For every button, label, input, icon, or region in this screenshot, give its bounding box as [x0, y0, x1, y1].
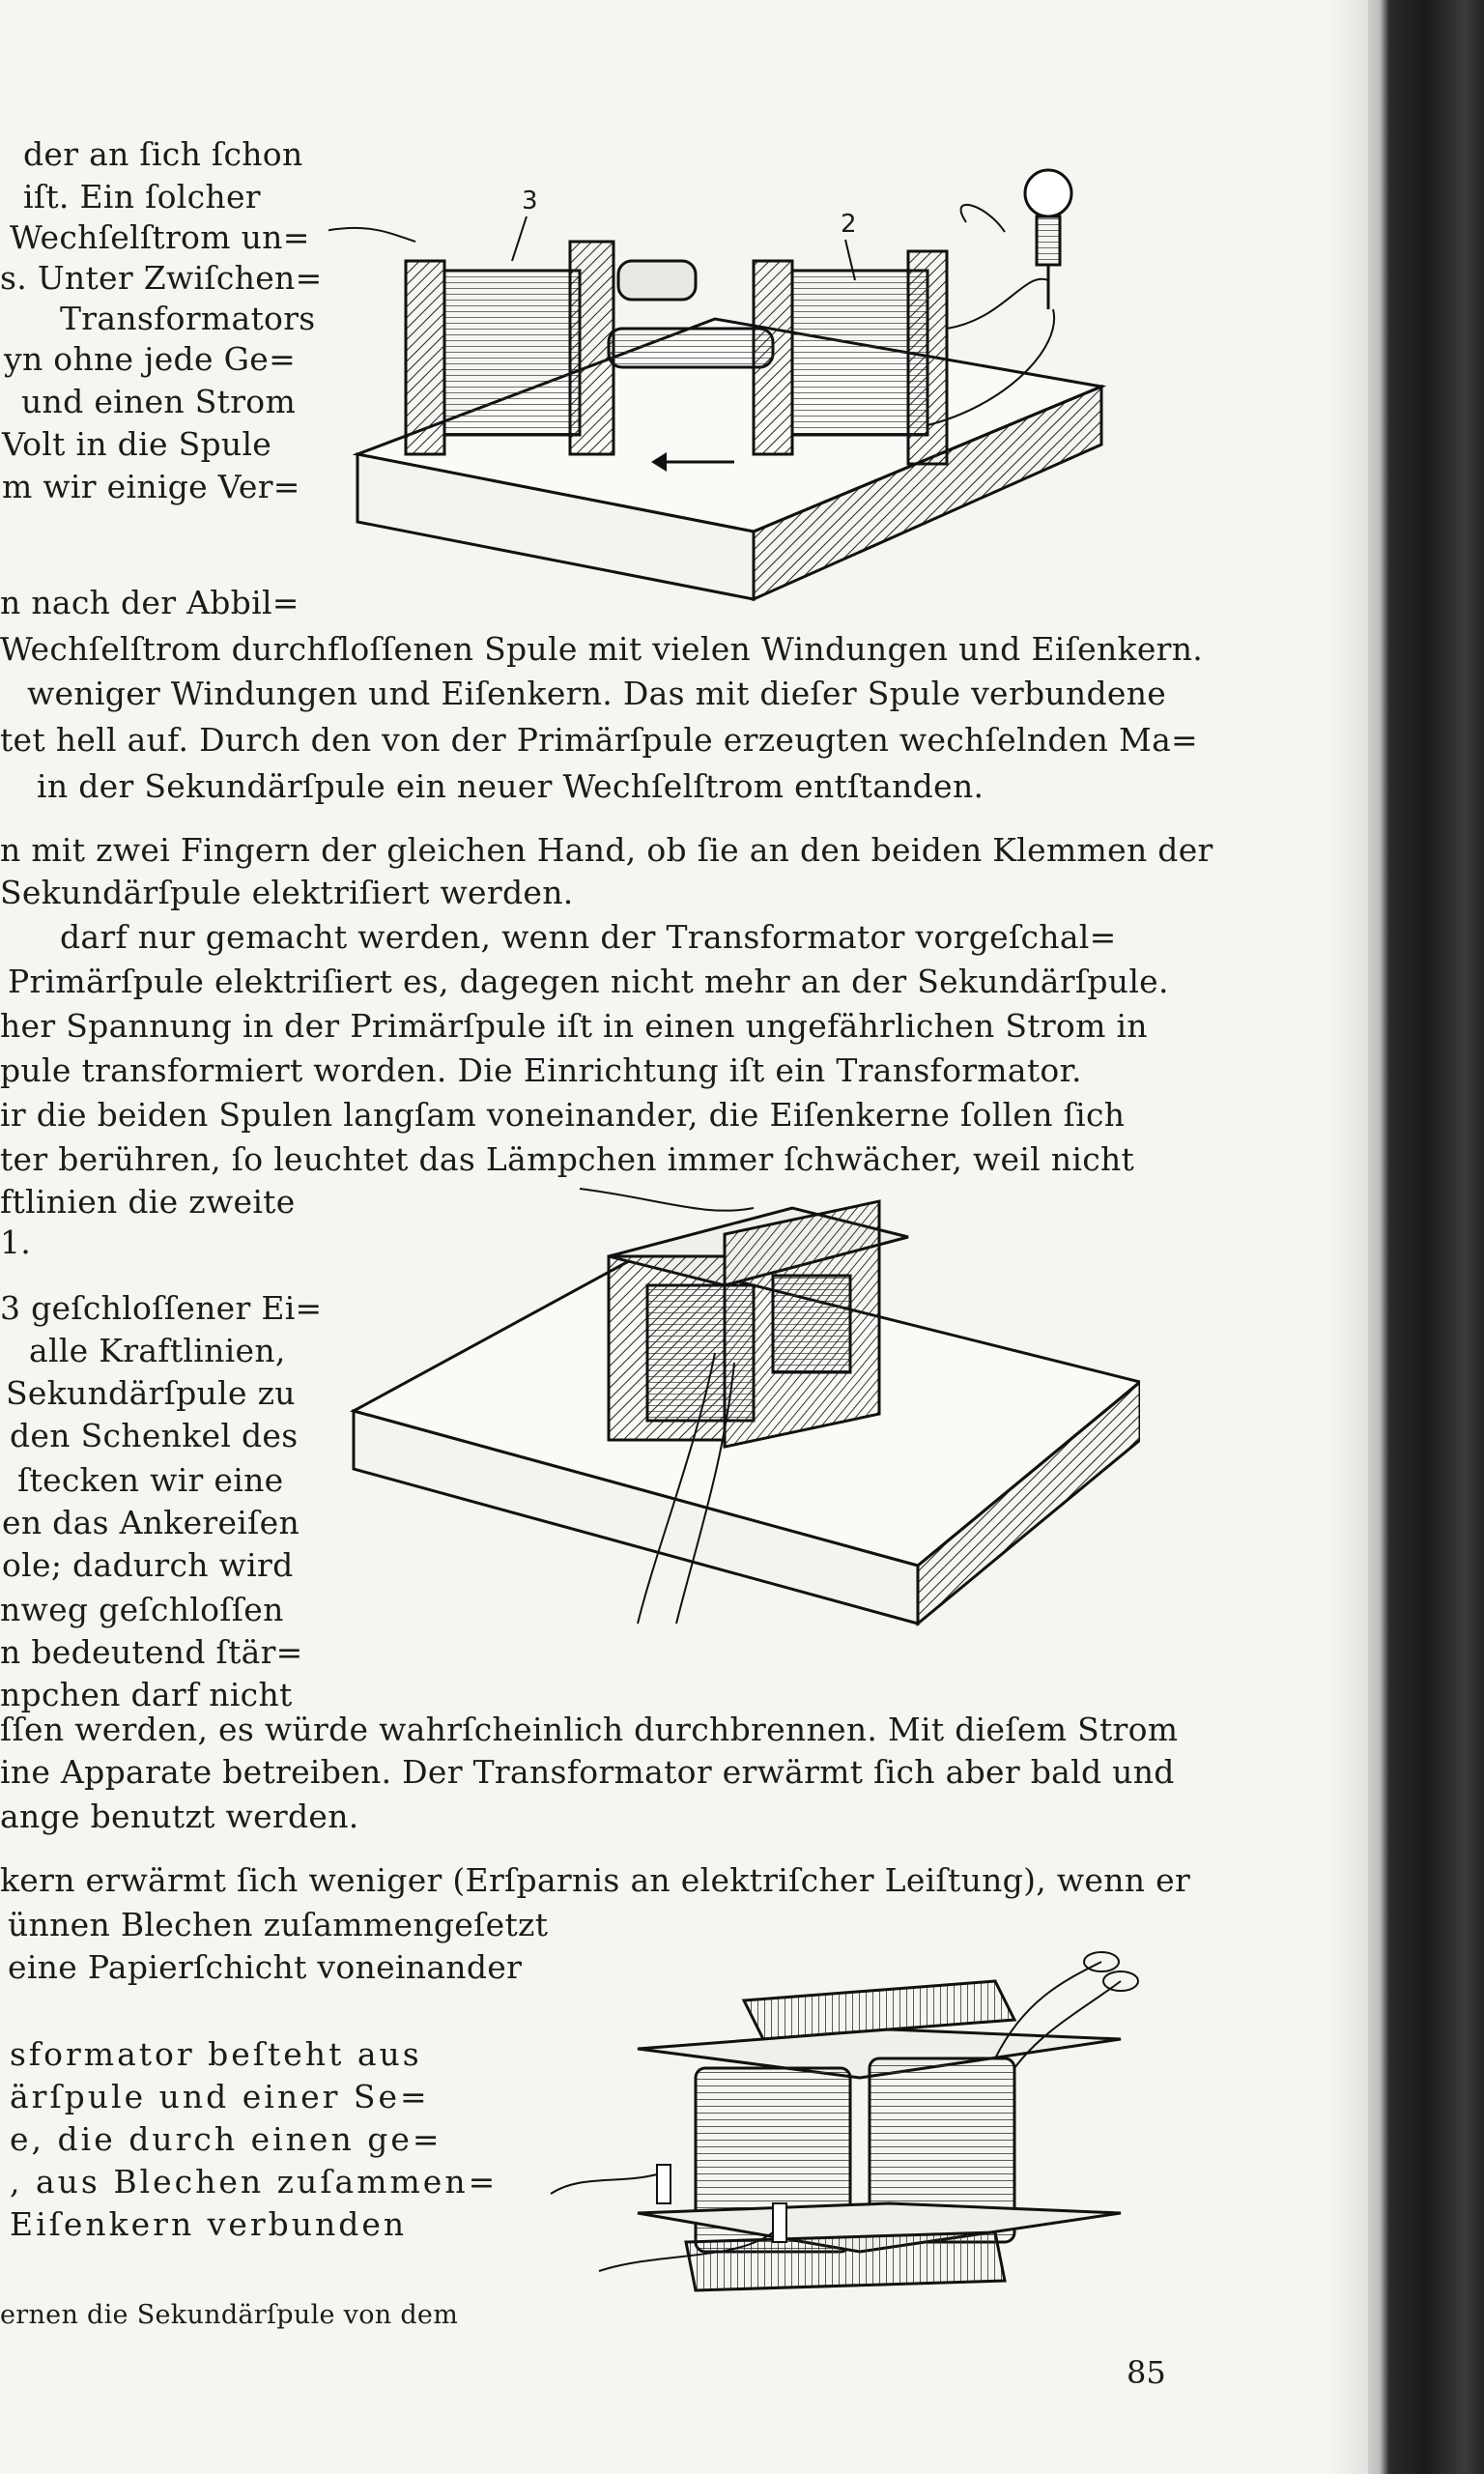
text-line: ir die beiden Spulen langſam voneinander, die Eiſenkerne ſollen ſich [0, 1096, 1126, 1134]
text-line: ole; dadurch wird [2, 1546, 294, 1584]
text-line: m wir einige Ver= [2, 468, 300, 505]
text-line: s. Unter Zwiſchen= [0, 259, 323, 297]
figure-laminated-transformer [541, 1923, 1140, 2329]
text-line: ſſen werden, es würde wahrſcheinlich durchbrennen. Mit dieſem Strom [0, 1711, 1179, 1748]
text-line: e, die durch einen ge= [10, 2120, 442, 2158]
text-line: weniger Windungen und Eiſenkern. Das mit dieſer Spule verbundene [27, 675, 1167, 712]
book-binding-edge [1368, 0, 1484, 2474]
text-line: ernen die Sekundärſpule von dem [0, 2300, 459, 2330]
text-line: Volt in die Spule [2, 425, 272, 463]
text-line: ſtecken wir eine [17, 1461, 284, 1499]
text-line: Eiſenkern verbunden [10, 2205, 408, 2243]
text-line: alle Kraftlinien, [29, 1332, 286, 1369]
text-line: ärſpule und einer Se= [10, 2078, 430, 2115]
text-line: iſt. Ein ſolcher [23, 178, 261, 216]
text-line: den Schenkel des [10, 1417, 299, 1454]
text-line: nweg geſchloſſen [0, 1591, 284, 1628]
text-line: ter berühren, ſo leuchtet das Lämpchen immer ſchwächer, weil nicht [0, 1140, 1135, 1178]
text-line: Wechſelſtrom un= [10, 218, 310, 256]
text-line: Sekundärſpule zu [6, 1374, 296, 1412]
text-line: 1. [0, 1223, 32, 1261]
text-line: eine Papierſchicht voneinander [8, 1948, 523, 1986]
text-line: ange benutzt werden. [0, 1798, 359, 1835]
text-line: darf nur gemacht werden, wenn der Transformator vorgeſchal= [60, 918, 1117, 956]
text-line: pule transformiert worden. Die Einrichtung iſt ein Transformator. [0, 1051, 1082, 1089]
text-line: yn ohne jede Ge= [4, 340, 297, 378]
text-line: , aus Blechen zuſammen= [10, 2163, 499, 2201]
text-line: Sekundärſpule elektriſiert werden. [0, 874, 574, 911]
figure-closed-core-coils [348, 1179, 1140, 1662]
figure-coils-with-lamp [328, 155, 1121, 609]
text-line: ine Apparate betreiben. Der Transformator erwärmt ſich aber bald und [0, 1753, 1175, 1791]
text-line: und einen Strom [21, 383, 297, 420]
page-gutter-shadow [1329, 0, 1368, 2474]
text-line: n bedeutend ſtär= [0, 1633, 303, 1671]
figure-label-3: 3 [522, 187, 538, 216]
page-number: 85 [1127, 2354, 1166, 2391]
text-line: ftlinien die zweite [0, 1183, 296, 1221]
text-line: Primärſpule elektriſiert es, dagegen nicht mehr an der Sekundärſpule. [8, 963, 1169, 1000]
text-line: kern erwärmt ſich weniger (Erſparnis an elektriſcher Leiſtung), wenn er [0, 1861, 1191, 1899]
text-line: her Spannung in der Primärſpule iſt in einen ungefährlichen Strom in [0, 1007, 1148, 1045]
text-line: n nach der Abbil= [0, 584, 300, 621]
text-line: tet hell auf. Durch den von der Primärſpule erzeugten wechſelnden Ma= [0, 721, 1198, 759]
figure-label-2: 2 [841, 210, 857, 239]
text-line: Transformators [60, 300, 316, 337]
text-line: npchen darf nicht [0, 1676, 293, 1713]
text-line: n mit zwei Fingern der gleichen Hand, ob ſie an den beiden Klemmen der [0, 831, 1213, 869]
text-line: sformator beſteht aus [10, 2035, 422, 2073]
text-line: 3 geſchloſſener Ei= [0, 1289, 323, 1327]
text-line: ünnen Blechen zuſammengeſetzt [8, 1906, 549, 1943]
text-line: in der Sekundärſpule ein neuer Wechſelſtrom entſtanden. [37, 767, 985, 805]
text-line: Wechſelſtrom durchfloſſenen Spule mit vielen Windungen und Eiſenkern. [0, 630, 1204, 668]
text-line: der an ſich ſchon [23, 135, 303, 173]
text-line: en das Ankereiſen [2, 1504, 300, 1541]
